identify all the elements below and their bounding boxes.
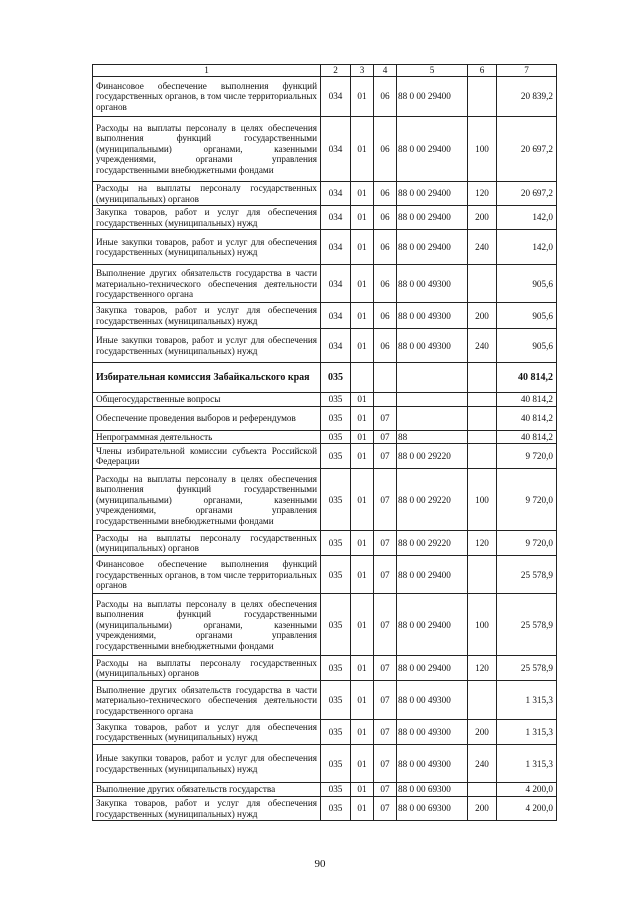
code-target-cell: 88 0 00 69300: [397, 797, 468, 821]
table-row: [93, 329, 557, 363]
amount-cell: 142,0: [497, 230, 557, 265]
code-subsection-cell: 07: [374, 720, 397, 745]
code-target-cell: 88 0 00 29220: [397, 531, 468, 556]
amount-cell: 20 839,2: [497, 77, 557, 117]
code-ministry-cell: 034: [321, 206, 351, 230]
table-row: [93, 745, 557, 783]
code-section-cell: 01: [351, 77, 374, 117]
code-target-cell: 88 0 00 29400: [397, 182, 468, 206]
amount-cell: 40 814,2: [497, 393, 557, 407]
code-expense-type-cell: [468, 556, 497, 594]
code-subsection-cell: 06: [374, 230, 397, 265]
amount-cell: 9 720,0: [497, 444, 557, 469]
code-expense-type-cell: 120: [468, 656, 497, 681]
code-expense-type-cell: [468, 363, 497, 393]
code-ministry-cell: 035: [321, 469, 351, 531]
item-name-cell: Расходы на выплаты персоналу государственных (муниципальных) органов: [93, 182, 321, 206]
code-section-cell: 01: [351, 117, 374, 182]
code-subsection-cell: 07: [374, 745, 397, 783]
code-section-cell: 01: [351, 444, 374, 469]
code-ministry-cell: 035: [321, 594, 351, 656]
code-subsection-cell: 07: [374, 594, 397, 656]
table-row: [93, 230, 557, 265]
item-name-cell: Расходы на выплаты персоналу в целях обеспечения выполнения функций государственными (муниципальными) органами, казенными учреждениями, органами управления государственными внебюджетными фондами: [93, 117, 321, 182]
code-expense-type-cell: 240: [468, 230, 497, 265]
code-ministry-cell: 035: [321, 745, 351, 783]
code-subsection-cell: 06: [374, 265, 397, 303]
code-target-cell: 88 0 00 29400: [397, 656, 468, 681]
code-subsection-cell: 07: [374, 556, 397, 594]
code-expense-type-cell: 200: [468, 206, 497, 230]
code-expense-type-cell: [468, 265, 497, 303]
code-section-cell: 01: [351, 681, 374, 720]
item-name-cell: Расходы на выплаты персоналу в целях обеспечения выполнения функций государственными (муниципальными) органами, казенными учреждениями, органами управления государственными внебюджетными фондами: [93, 469, 321, 531]
code-subsection-cell: 07: [374, 406, 397, 430]
code-expense-type-cell: 240: [468, 745, 497, 783]
code-target-cell: 88 0 00 29400: [397, 117, 468, 182]
code-section-cell: 01: [351, 656, 374, 681]
code-ministry-cell: 035: [321, 720, 351, 745]
code-target-cell: 88 0 00 49300: [397, 745, 468, 783]
code-section-cell: 01: [351, 531, 374, 556]
amount-cell: 905,6: [497, 303, 557, 329]
table-row: [93, 406, 557, 430]
code-section-cell: 01: [351, 745, 374, 783]
code-section-cell: 01: [351, 783, 374, 797]
table-row: [93, 556, 557, 594]
table-row: [93, 720, 557, 745]
item-name-cell: Выполнение других обязательств государства в части материально-технического обеспечения деятельности государственного органа: [93, 681, 321, 720]
code-section-cell: 01: [351, 556, 374, 594]
item-name-cell: Закупка товаров, работ и услуг для обеспечения государственных (муниципальных) нужд: [93, 206, 321, 230]
code-subsection-cell: [374, 363, 397, 393]
code-ministry-cell: 034: [321, 230, 351, 265]
amount-cell: 9 720,0: [497, 531, 557, 556]
table-row: [93, 393, 557, 407]
code-section-cell: 01: [351, 393, 374, 407]
code-subsection-cell: 07: [374, 681, 397, 720]
item-name-cell: Закупка товаров, работ и услуг для обеспечения государственных (муниципальных) нужд: [93, 303, 321, 329]
amount-cell: 905,6: [497, 329, 557, 363]
code-ministry-cell: 034: [321, 117, 351, 182]
code-target-cell: [397, 363, 468, 393]
code-subsection-cell: 06: [374, 77, 397, 117]
item-name-cell: Непрограммная деятельность: [93, 430, 321, 444]
code-ministry-cell: 035: [321, 681, 351, 720]
table-row: [93, 681, 557, 720]
amount-cell: 25 578,9: [497, 594, 557, 656]
code-section-cell: 01: [351, 329, 374, 363]
code-subsection-cell: 07: [374, 531, 397, 556]
table-row: [93, 77, 557, 117]
code-expense-type-cell: [468, 783, 497, 797]
code-section-cell: 01: [351, 303, 374, 329]
table-row: [93, 797, 557, 821]
code-expense-type-cell: 120: [468, 182, 497, 206]
table-row: [93, 117, 557, 182]
code-target-cell: [397, 406, 468, 430]
header-row: [93, 65, 557, 77]
code-ministry-cell: 035: [321, 783, 351, 797]
code-section-cell: 01: [351, 265, 374, 303]
table-row: [93, 469, 557, 531]
code-ministry-cell: 035: [321, 531, 351, 556]
item-name-cell: Выполнение других обязательств государства в части материально-технического обеспечения деятельности государственного органа: [93, 265, 321, 303]
item-name-cell: Обеспечение проведения выборов и референдумов: [93, 406, 321, 430]
code-expense-type-cell: [468, 444, 497, 469]
amount-cell: 40 814,2: [497, 430, 557, 444]
code-expense-type-cell: [468, 393, 497, 407]
code-subsection-cell: 07: [374, 797, 397, 821]
code-expense-type-cell: 120: [468, 531, 497, 556]
item-name-cell: Финансовое обеспечение выполнения функций государственных органов, в том числе территориальных органов: [93, 556, 321, 594]
header-cell: 6: [468, 65, 497, 77]
table-body: [93, 77, 557, 821]
code-ministry-cell: 034: [321, 77, 351, 117]
amount-cell: 20 697,2: [497, 117, 557, 182]
code-section-cell: 01: [351, 406, 374, 430]
amount-cell: 905,6: [497, 265, 557, 303]
code-expense-type-cell: 200: [468, 303, 497, 329]
code-ministry-cell: 034: [321, 329, 351, 363]
item-name-cell: Общегосударственные вопросы: [93, 393, 321, 407]
code-section-cell: 01: [351, 182, 374, 206]
code-ministry-cell: 034: [321, 265, 351, 303]
page-number: 90: [314, 858, 326, 870]
code-subsection-cell: 06: [374, 206, 397, 230]
code-subsection-cell: 06: [374, 329, 397, 363]
code-subsection-cell: [374, 393, 397, 407]
item-name-cell: Члены избирательной комиссии субъекта Российской Федерации: [93, 444, 321, 469]
header-cell: 1: [93, 65, 321, 77]
header-cell: 7: [497, 65, 557, 77]
code-ministry-cell: 035: [321, 797, 351, 821]
item-name-cell: Избирательная комиссия Забайкальского края: [93, 363, 321, 393]
item-name-cell: Иные закупки товаров, работ и услуг для обеспечения государственных (муниципальных) нужд: [93, 230, 321, 265]
header-cell: 3: [351, 65, 374, 77]
amount-cell: 20 697,2: [497, 182, 557, 206]
code-section-cell: 01: [351, 430, 374, 444]
code-target-cell: 88 0 00 69300: [397, 783, 468, 797]
code-section-cell: 01: [351, 206, 374, 230]
code-expense-type-cell: 200: [468, 720, 497, 745]
code-section-cell: 01: [351, 230, 374, 265]
code-subsection-cell: 07: [374, 783, 397, 797]
code-ministry-cell: 035: [321, 363, 351, 393]
code-target-cell: 88 0 00 49300: [397, 681, 468, 720]
code-expense-type-cell: [468, 681, 497, 720]
code-expense-type-cell: [468, 430, 497, 444]
code-ministry-cell: 035: [321, 556, 351, 594]
code-ministry-cell: 035: [321, 393, 351, 407]
code-target-cell: 88 0 00 29400: [397, 230, 468, 265]
code-expense-type-cell: 240: [468, 329, 497, 363]
budget-table: [92, 64, 557, 821]
amount-cell: 1 315,3: [497, 681, 557, 720]
item-name-cell: Расходы на выплаты персоналу в целях обеспечения выполнения функций государственными (муниципальными) органами, казенными учреждениями, органами управления государственными внебюджетными фондами: [93, 594, 321, 656]
code-target-cell: 88 0 00 29400: [397, 556, 468, 594]
table-row: [93, 265, 557, 303]
code-section-cell: 01: [351, 469, 374, 531]
amount-cell: 4 200,0: [497, 783, 557, 797]
code-target-cell: 88 0 00 29400: [397, 77, 468, 117]
code-subsection-cell: 07: [374, 469, 397, 531]
item-name-cell: Иные закупки товаров, работ и услуг для обеспечения государственных (муниципальных) нужд: [93, 329, 321, 363]
amount-cell: 9 720,0: [497, 469, 557, 531]
table-row: [93, 656, 557, 681]
code-section-cell: 01: [351, 594, 374, 656]
code-section-cell: [351, 363, 374, 393]
item-name-cell: Финансовое обеспечение выполнения функций государственных органов, в том числе территориальных органов: [93, 77, 321, 117]
code-expense-type-cell: [468, 406, 497, 430]
table-row: [93, 303, 557, 329]
code-target-cell: 88 0 00 49300: [397, 303, 468, 329]
table-row: [93, 594, 557, 656]
table-row: [93, 363, 557, 393]
header-cell: 5: [397, 65, 468, 77]
code-subsection-cell: 07: [374, 430, 397, 444]
code-target-cell: 88 0 00 29400: [397, 594, 468, 656]
item-name-cell: Иные закупки товаров, работ и услуг для обеспечения государственных (муниципальных) нужд: [93, 745, 321, 783]
amount-cell: 40 814,2: [497, 363, 557, 393]
item-name-cell: Расходы на выплаты персоналу государственных (муниципальных) органов: [93, 531, 321, 556]
code-expense-type-cell: [468, 77, 497, 117]
amount-cell: 25 578,9: [497, 656, 557, 681]
code-ministry-cell: 034: [321, 303, 351, 329]
code-section-cell: 01: [351, 797, 374, 821]
code-target-cell: 88 0 00 29220: [397, 444, 468, 469]
table-row: [93, 444, 557, 469]
code-expense-type-cell: 100: [468, 594, 497, 656]
code-target-cell: 88 0 00 49300: [397, 265, 468, 303]
code-section-cell: 01: [351, 720, 374, 745]
table-row: [93, 430, 557, 444]
header-cell: 4: [374, 65, 397, 77]
table-row: [93, 182, 557, 206]
code-target-cell: 88 0 00 29220: [397, 469, 468, 531]
code-expense-type-cell: 100: [468, 469, 497, 531]
code-ministry-cell: 035: [321, 430, 351, 444]
amount-cell: 142,0: [497, 206, 557, 230]
item-name-cell: Закупка товаров, работ и услуг для обеспечения государственных (муниципальных) нужд: [93, 797, 321, 821]
amount-cell: 1 315,3: [497, 720, 557, 745]
table-row: [93, 783, 557, 797]
code-ministry-cell: 035: [321, 444, 351, 469]
amount-cell: 40 814,2: [497, 406, 557, 430]
item-name-cell: Выполнение других обязательств государства: [93, 783, 321, 797]
code-target-cell: 88 0 00 49300: [397, 329, 468, 363]
amount-cell: 4 200,0: [497, 797, 557, 821]
code-expense-type-cell: 100: [468, 117, 497, 182]
code-target-cell: 88 0 00 49300: [397, 720, 468, 745]
code-subsection-cell: 06: [374, 182, 397, 206]
table-row: [93, 531, 557, 556]
header-cell: 2: [321, 65, 351, 77]
item-name-cell: Закупка товаров, работ и услуг для обеспечения государственных (муниципальных) нужд: [93, 720, 321, 745]
amount-cell: 1 315,3: [497, 745, 557, 783]
item-name-cell: Расходы на выплаты персоналу государственных (муниципальных) органов: [93, 656, 321, 681]
code-ministry-cell: 034: [321, 182, 351, 206]
amount-cell: 25 578,9: [497, 556, 557, 594]
table-row: [93, 206, 557, 230]
code-target-cell: [397, 393, 468, 407]
code-ministry-cell: 035: [321, 656, 351, 681]
code-target-cell: 88: [397, 430, 468, 444]
code-subsection-cell: 07: [374, 656, 397, 681]
code-subsection-cell: 07: [374, 444, 397, 469]
code-target-cell: 88 0 00 29400: [397, 206, 468, 230]
code-ministry-cell: 035: [321, 406, 351, 430]
code-expense-type-cell: 200: [468, 797, 497, 821]
code-subsection-cell: 06: [374, 303, 397, 329]
code-subsection-cell: 06: [374, 117, 397, 182]
